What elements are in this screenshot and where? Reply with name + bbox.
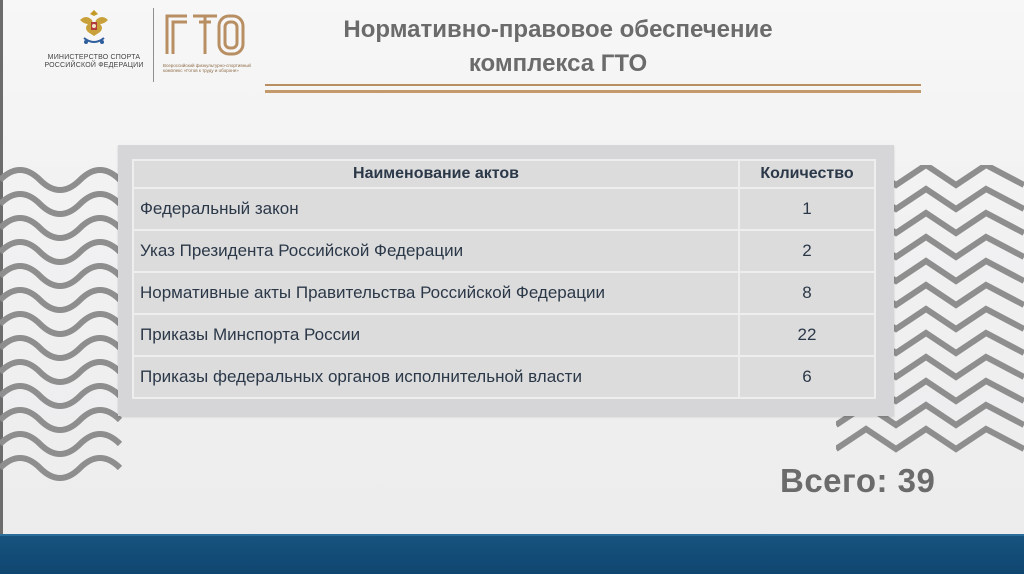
table-row bbox=[133, 356, 875, 398]
table-row bbox=[133, 314, 875, 356]
coat-of-arms-icon bbox=[74, 6, 114, 50]
title-line-1: Нормативно-правовое обеспечение bbox=[343, 16, 773, 43]
table-row bbox=[133, 272, 875, 314]
act-qty: 6 bbox=[739, 356, 875, 398]
acts-table bbox=[132, 159, 876, 399]
table-header-row bbox=[133, 160, 875, 188]
gto-subtitle: Всероссийский физкультурно-спортивный комплекс «Готов к труду и обороне» bbox=[163, 63, 251, 73]
title-line-2: комплекса ГТО bbox=[468, 50, 648, 77]
table-row bbox=[133, 188, 875, 230]
total-count: Всего: 39 bbox=[780, 462, 936, 499]
gto-logo bbox=[163, 12, 255, 80]
table-row bbox=[133, 230, 875, 272]
gto-logo-mark bbox=[163, 12, 247, 56]
act-name: Указ Президента Российской Федерации bbox=[133, 230, 739, 272]
act-name: Приказы Минспорта России bbox=[133, 314, 739, 356]
logo-separator bbox=[153, 8, 154, 82]
act-qty: 22 bbox=[739, 314, 875, 356]
act-qty: 2 bbox=[739, 230, 875, 272]
zigzag-decoration-left bbox=[0, 150, 130, 490]
act-name: Федеральный закон bbox=[133, 188, 739, 230]
header-name: Наименование актов bbox=[133, 160, 739, 188]
footer-bar bbox=[0, 534, 1024, 574]
act-qty: 1 bbox=[739, 188, 875, 230]
header-qty: Количество bbox=[739, 160, 875, 188]
title-underline-thick bbox=[265, 90, 921, 93]
page-title bbox=[268, 13, 848, 81]
ministry-name: МИНИСТЕРСТВО СПОРТА РОССИЙСКОЙ ФЕДЕРАЦИИ bbox=[44, 54, 144, 69]
act-qty: 8 bbox=[739, 272, 875, 314]
title-underline bbox=[265, 84, 921, 86]
ministry-logo bbox=[40, 6, 148, 82]
act-name: Приказы федеральных органов исполнительной власти bbox=[133, 356, 739, 398]
act-name: Нормативные акты Правительства Российской Федерации bbox=[133, 272, 739, 314]
table-panel bbox=[118, 145, 894, 416]
